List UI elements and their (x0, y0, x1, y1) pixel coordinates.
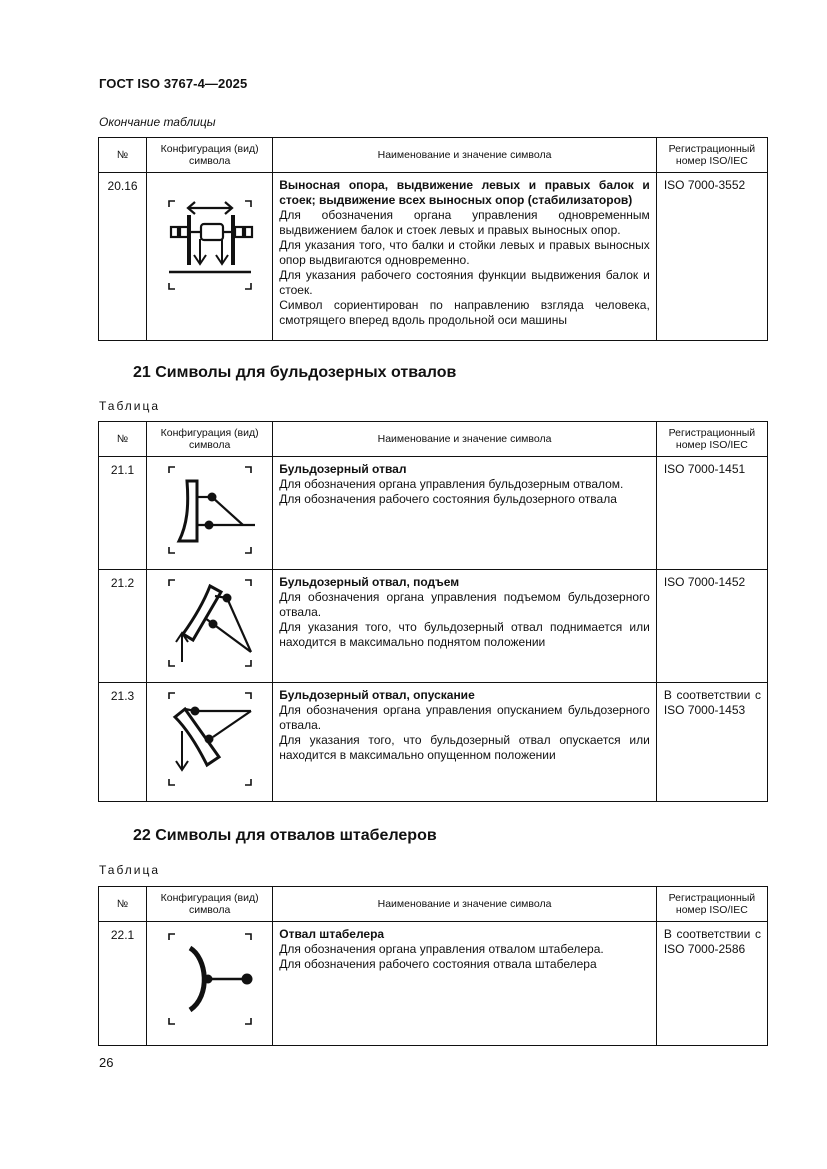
section-title-22: 22 Символы для отвалов штабелеров (133, 827, 437, 844)
header-name: Наименование и значение символа (273, 138, 657, 173)
symbol-name: Бульдозерный отвал (279, 462, 407, 476)
header-reg: Регистрационный номер ISO/IEC (656, 422, 767, 457)
symbols-table-20 (98, 137, 768, 341)
row-number: 21.2 (99, 570, 147, 683)
table-row (99, 457, 768, 570)
bulldozer-blade-icon (155, 457, 265, 567)
symbol-description (273, 457, 657, 570)
symbol-name: Бульдозерный отвал, опускание (279, 688, 475, 702)
table-row (99, 173, 768, 341)
symbols-table-22 (98, 886, 768, 1046)
symbol-description (273, 922, 657, 1046)
document-header: ГОСТ ISO 3767-4—2025 (99, 76, 248, 91)
table-caption: Таблица (99, 399, 161, 413)
row-number: 21.1 (99, 457, 147, 570)
header-config: Конфигурация (вид) символа (147, 422, 273, 457)
symbol-cell (147, 457, 273, 570)
table-header-row (99, 887, 768, 922)
symbol-description (273, 173, 657, 341)
table-continuation-label: Окончание таблицы (99, 115, 216, 129)
symbol-cell (147, 173, 273, 341)
header-reg: Регистрационный номер ISO/IEC (656, 887, 767, 922)
header-config: Конфигурация (вид) символа (147, 887, 273, 922)
symbol-meaning: Для обозначения рабочего состояния бульдозерного отвала (279, 492, 617, 506)
symbol-meaning: Для указания того, что балки и стойки левых и правых выносных опор выдвигаются одновременно. (279, 238, 650, 267)
table-header-row (99, 138, 768, 173)
symbol-meaning: Символ сориентирован по направлению взгляда человека, смотрящего вперед вдоль продольной оси машины (279, 298, 650, 327)
symbol-cell (147, 922, 273, 1046)
bulldozer-blade-raise-icon (155, 570, 265, 680)
header-name: Наименование и значение символа (273, 422, 657, 457)
table-header-row (99, 422, 768, 457)
header-num: № (99, 887, 147, 922)
symbol-meaning: Для обозначения органа управления бульдозерным отвалом. (279, 477, 624, 491)
symbol-meaning: Для указания рабочего состояния функции выдвижения балок и стоек. (279, 268, 650, 297)
symbol-cell (147, 570, 273, 683)
symbol-meaning: Для обозначения органа управления опусканием бульдозерного отвала. (279, 703, 650, 732)
table-row (99, 683, 768, 802)
section-title-21: 21 Символы для бульдозерных отвалов (133, 364, 457, 381)
outrigger-extend-icon (155, 173, 265, 303)
table-row (99, 570, 768, 683)
registration-number: ISO 7000-3552 (656, 173, 767, 341)
symbol-cell (147, 683, 273, 802)
registration-number: В соответствии с ISO 7000-2586 (656, 922, 767, 1046)
symbol-meaning: Для указания того, что бульдозерный отвал опускается или находится в максимально опущенном положении (279, 733, 650, 762)
header-config: Конфигурация (вид) символа (147, 138, 273, 173)
symbol-name: Бульдозерный отвал, подъем (279, 575, 460, 589)
symbol-meaning: Для указания того, что бульдозерный отвал поднимается или находится в максимально поднятом положении (279, 620, 650, 649)
table-row (99, 922, 768, 1046)
registration-number: ISO 7000-1451 (656, 457, 767, 570)
stacker-blade-icon (155, 922, 265, 1037)
symbol-meaning: Для обозначения органа управления одновременным выдвижением балок и стоек левых и правых выносных опор. (279, 208, 650, 237)
symbol-meaning: Для обозначения рабочего состояния отвала штабелера (279, 957, 597, 971)
header-num: № (99, 422, 147, 457)
row-number: 21.3 (99, 683, 147, 802)
table-caption: Таблица (99, 863, 161, 877)
page-number: 26 (99, 1055, 114, 1070)
header-name: Наименование и значение символа (273, 887, 657, 922)
symbol-name: Выносная опора, выдвижение левых и правых балок и стоек; выдвижение всех выносных опор (стабилизаторов) (279, 178, 650, 207)
symbol-name: Отвал штабелера (279, 927, 385, 941)
bulldozer-blade-lower-icon (155, 683, 265, 798)
symbols-table-21 (98, 421, 768, 802)
symbol-description (273, 570, 657, 683)
symbol-meaning: Для обозначения органа управления подъемом бульдозерного отвала. (279, 590, 650, 619)
row-number: 20.16 (99, 173, 147, 341)
header-reg: Регистрационный номер ISO/IEC (656, 138, 767, 173)
header-num: № (99, 138, 147, 173)
row-number: 22.1 (99, 922, 147, 1046)
registration-number: ISO 7000-1452 (656, 570, 767, 683)
registration-number: В соответствии с ISO 7000-1453 (656, 683, 767, 802)
symbol-description (273, 683, 657, 802)
symbol-meaning: Для обозначения органа управления отвалом штабелера. (279, 942, 604, 956)
